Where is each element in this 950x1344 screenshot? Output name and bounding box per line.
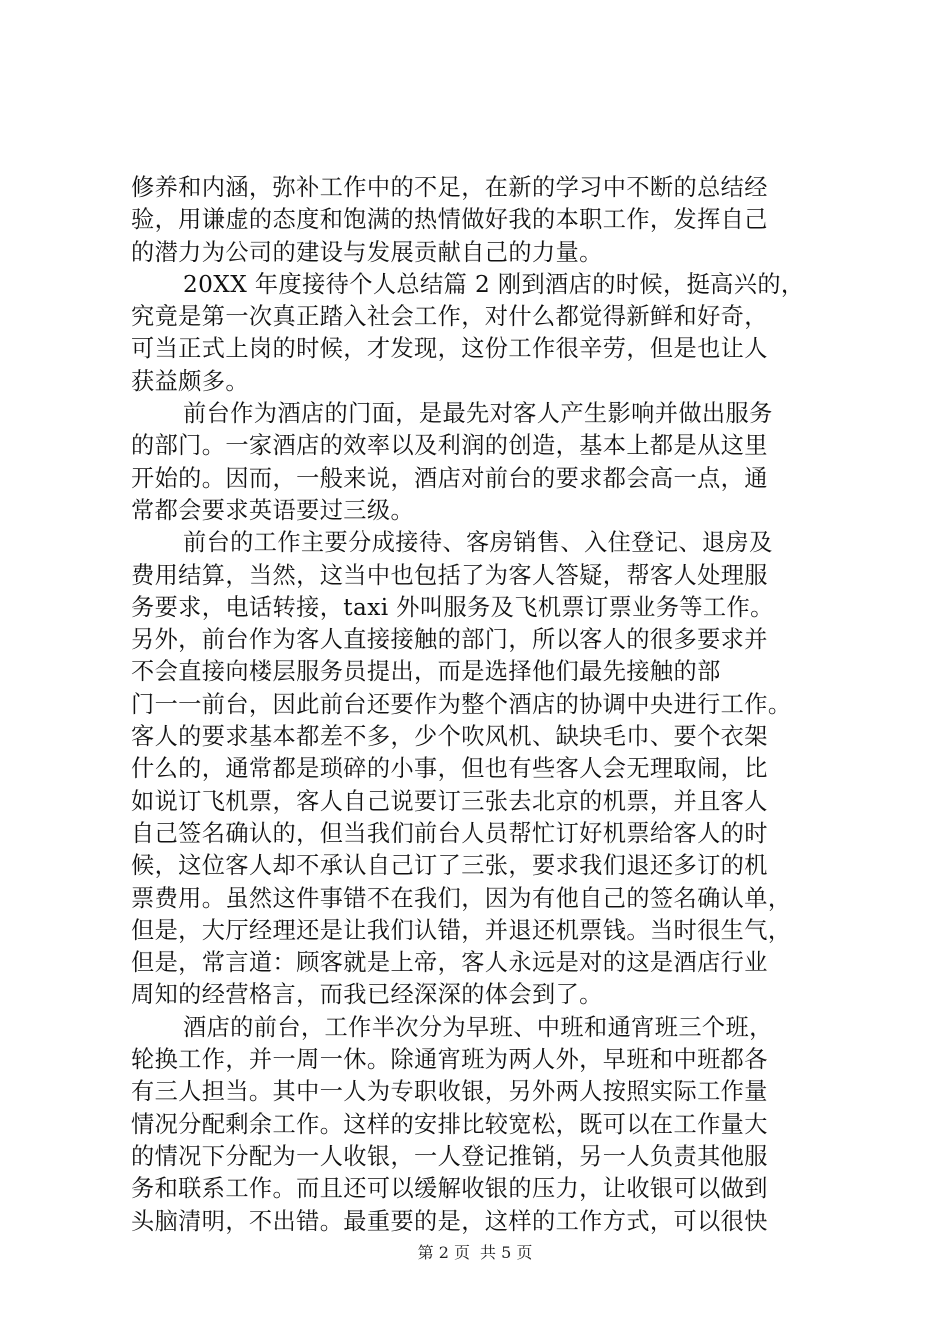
text-line: 费用结算，当然，这当中也包括了为客人答疑，帮客人处理服 [131, 561, 768, 589]
text-line: 门一一前台，因此前台还要作为整个酒店的协调中央进行工作。 [131, 690, 792, 718]
text-line: 候，这位客人却不承认自己订了三张，要求我们退还多订的机 [131, 852, 768, 880]
text-line: 可当正式上岗的时候，才发现，这份工作很辛劳，但是也让人 [131, 335, 768, 363]
text-line: 开始的。因而，一般来说，酒店对前台的要求都会高一点，通 [131, 464, 768, 492]
text-line: 客人的要求基本都差不多，少个吹风机、缺块毛巾、要个衣架 [131, 723, 768, 751]
text-line: 但是，大厅经理还是让我们认错，并退还机票钱。当时很生气， [131, 916, 792, 944]
text-line: 另外，前台作为客人直接接触的部门，所以客人的很多要求并 [131, 626, 768, 654]
page-total: 共 5 页 [480, 1243, 533, 1262]
text-line: 有三人担当。其中一人为专职收银，另外两人按照实际工作量 [131, 1078, 768, 1106]
text-line: 20XX 年度接待个人总结篇 2 刚到酒店的时候，挺高兴的， [183, 270, 805, 298]
text-line: 酒店的前台，工作半次分为早班、中班和通宵班三个班， [183, 1013, 773, 1041]
text-line: 但是，常言道：顾客就是上帝，客人永远是对的这是酒店行业 [131, 949, 768, 977]
page-footer [0, 1240, 950, 1263]
text-line: 务要求，电话转接，taxi 外叫服务及飞机票订票业务等工作。 [131, 593, 774, 621]
text-line: 究竟是第一次真正踏入社会工作，对什么都觉得新鲜和好奇， [131, 303, 768, 331]
document-body [131, 172, 843, 1238]
text-line: 票费用。虽然这件事错不在我们，因为有他自己的签名确认单， [131, 884, 792, 912]
text-line: 如说订飞机票，客人自己说要订三张去北京的机票，并且客人 [131, 787, 768, 815]
text-line: 自己签名确认的，但当我们前台人员帮忙订好机票给客人的时 [131, 819, 768, 847]
text-line: 验，用谦虚的态度和饱满的热情做好我的本职工作，发挥自己 [131, 206, 768, 234]
text-line: 前台作为酒店的门面，是最先对客人产生影响并做出服务 [183, 400, 773, 428]
page-number: 第 2 页 [417, 1243, 470, 1262]
text-line: 前台的工作主要分成接待、客房销售、入住登记、退房及 [183, 529, 773, 557]
text-line: 轮换工作，并一周一休。除通宵班为两人外，早班和中班都各 [131, 1046, 768, 1074]
text-line: 的部门。一家酒店的效率以及利润的创造，基本上都是从这里 [131, 432, 768, 460]
text-line: 务和联系工作。而且还可以缓解收银的压力，让收银可以做到 [131, 1175, 768, 1203]
text-line: 不会直接向楼层服务员提出，而是选择他们最先接触的部 [131, 658, 721, 686]
text-line: 情况分配剩余工作。这样的安排比较宽松，既可以在工作量大 [131, 1110, 768, 1138]
text-line: 常都会要求英语要过三级。 [131, 496, 415, 524]
text-line: 获益颇多。 [131, 367, 249, 395]
text-line: 周知的经营格言，而我已经深深的体会到了。 [131, 981, 603, 1009]
text-line: 修养和内涵，弥补工作中的不足，在新的学习中不断的总结经 [131, 174, 768, 201]
text-line: 的情况下分配为一人收银，一人登记推销，另一人负责其他服 [131, 1142, 768, 1170]
text-line: 什么的，通常都是琐碎的小事，但也有些客人会无理取闹，比 [131, 755, 768, 783]
text-line: 头脑清明，不出错。最重要的是，这样的工作方式，可以很快 [131, 1207, 768, 1235]
text-line: 的潜力为公司的建设与发展贡献自己的力量。 [131, 238, 603, 266]
